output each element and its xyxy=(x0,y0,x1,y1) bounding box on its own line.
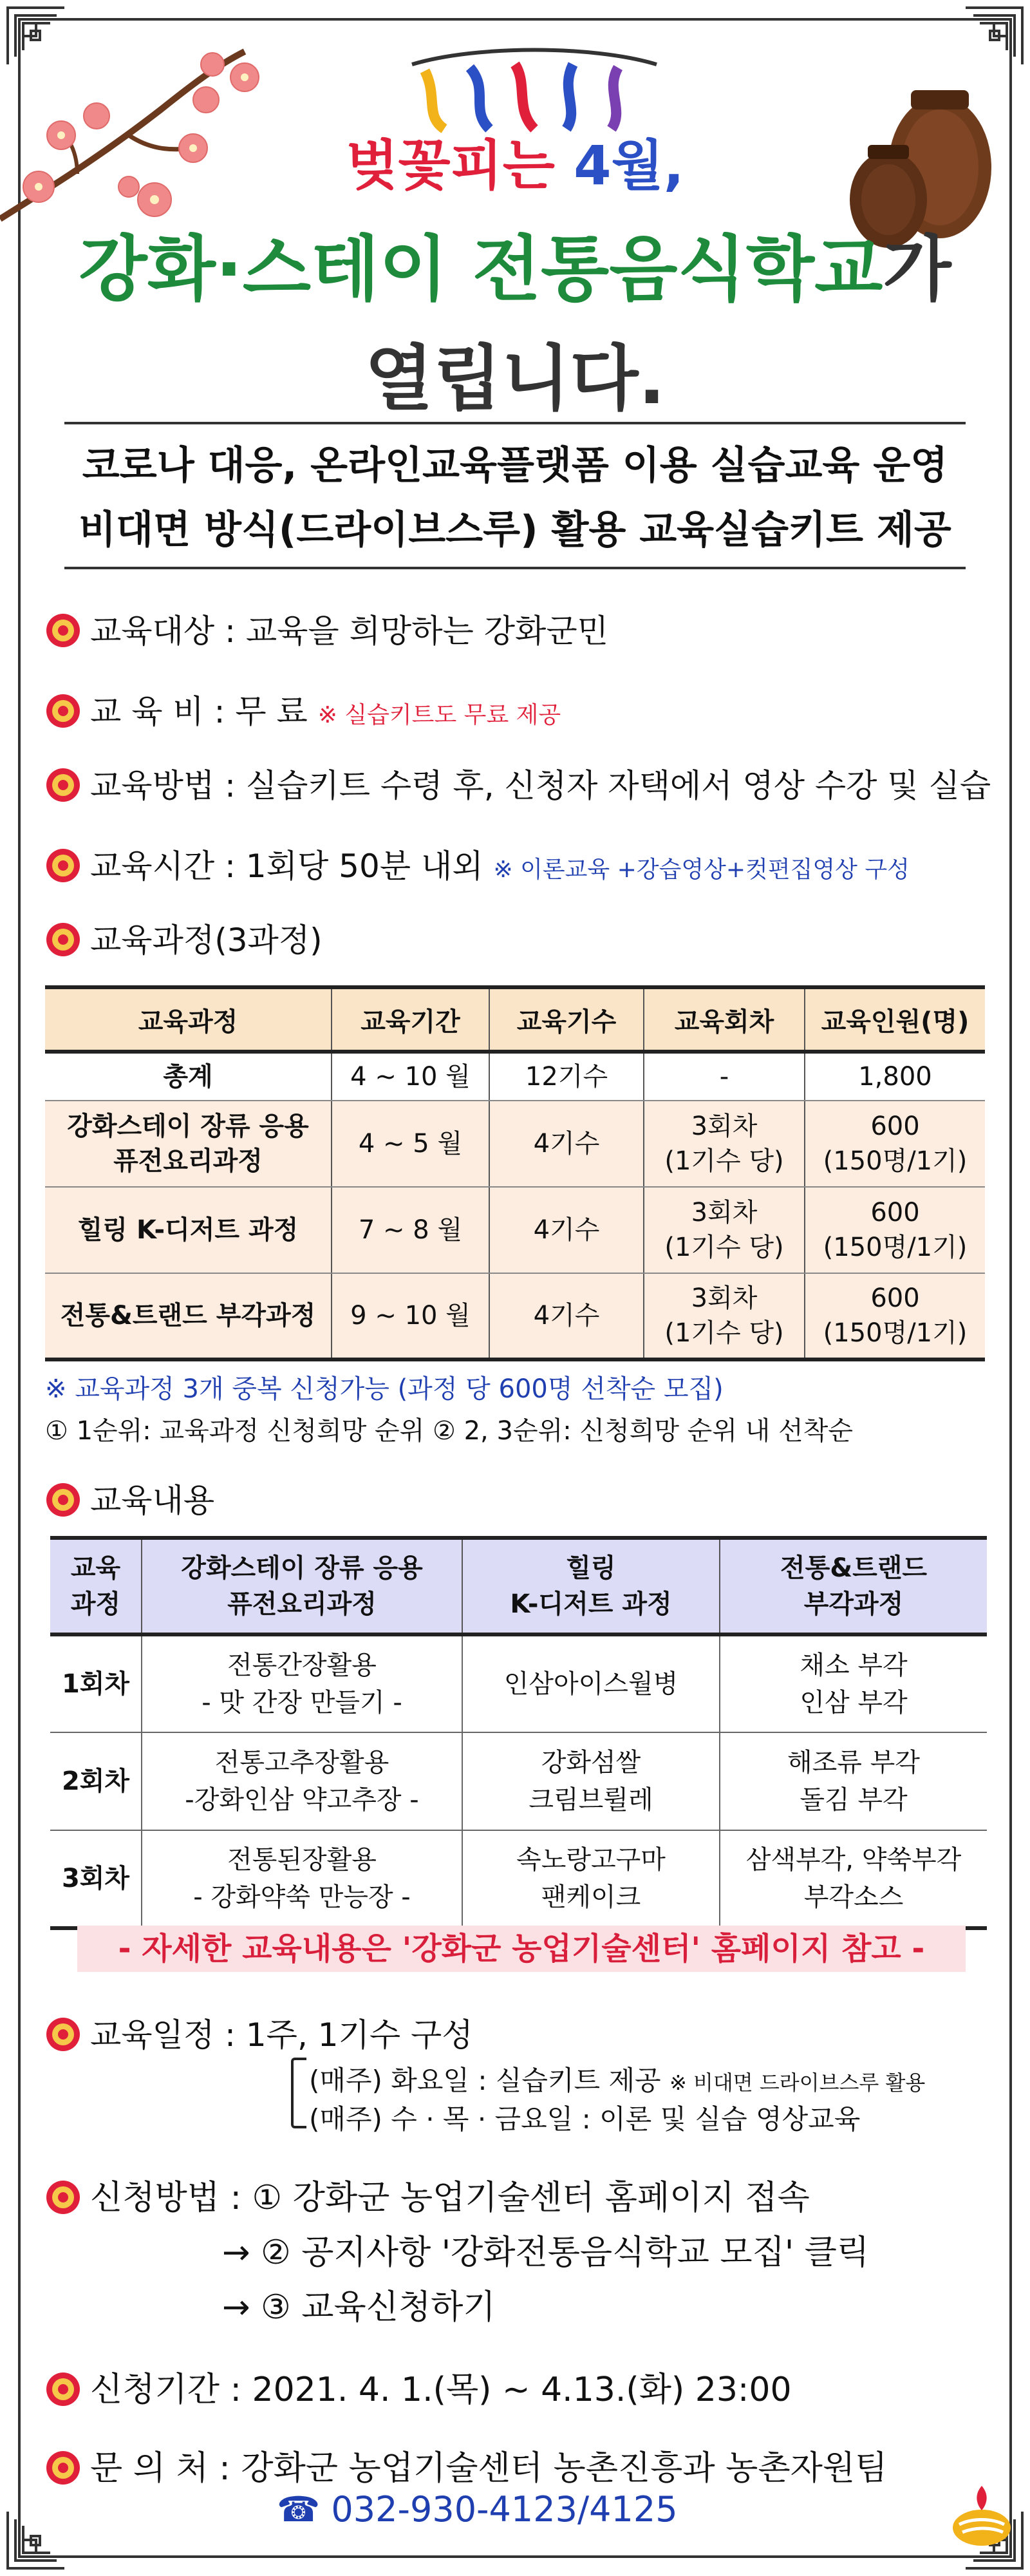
table-cell xyxy=(462,1830,720,1928)
cell-line: 강화스테이 장류 응용 xyxy=(181,1553,423,1583)
cell-line: (150명/1기) xyxy=(823,1318,968,1348)
cell-line: 3회차 xyxy=(691,1112,758,1141)
schedule-line-1 xyxy=(309,2060,925,2098)
table-cell: - xyxy=(644,1052,805,1101)
headline-blue-text: 4월, xyxy=(574,134,684,197)
table-cell xyxy=(45,1273,332,1359)
reference-banner: - 자세한 교육내용은 '강화군 농업기술센터' 홈페이지 참고 - xyxy=(77,1926,966,1972)
course-note-2: ① 1순위: 교육과정 신청희망 순위 ② 2, 3순위: 신청희망 순위 내 선착순 xyxy=(45,1416,853,1446)
flower-bullet-icon xyxy=(45,767,81,803)
headline-line3: 열립니다. xyxy=(364,337,666,420)
divider xyxy=(64,567,966,569)
table-cell: 12기수 xyxy=(489,1052,644,1101)
course-table-header xyxy=(45,987,985,1052)
info-fee-text: 교 육 비 : 무 료 xyxy=(90,693,308,730)
table-cell: 4 ~ 5 월 xyxy=(332,1101,489,1187)
schedule-heading-text: 교육일정 : 1주, 1기수 구성 xyxy=(90,2016,473,2054)
cell-line: (1기수 당) xyxy=(664,1233,784,1262)
content-table-header xyxy=(50,1538,987,1634)
info-courses-heading xyxy=(45,914,323,961)
info-method xyxy=(45,760,991,806)
content-table-header-cell xyxy=(50,1538,142,1634)
flower-bullet-icon xyxy=(45,693,81,729)
cell-line: 600 xyxy=(870,1283,920,1313)
content-table-header-cell xyxy=(142,1538,462,1634)
course-table xyxy=(45,985,985,1361)
cell-line: 강화섬쌀 xyxy=(541,1748,641,1777)
schedule-line-1-note: ※ 비대면 드라이브스루 활용 xyxy=(669,2070,926,2095)
cell-line: 돌김 부각 xyxy=(800,1785,908,1815)
cell-line: 과정 xyxy=(70,1589,121,1619)
table-cell xyxy=(720,1732,987,1830)
table-cell xyxy=(805,1187,985,1273)
table-row xyxy=(45,1187,985,1273)
flower-bullet-icon xyxy=(45,1482,81,1518)
cell-line: (1기수 당) xyxy=(664,1318,784,1348)
cell-line: 퓨전요리과정 xyxy=(227,1589,377,1619)
info-target xyxy=(45,605,608,652)
cell-line: 속노랑고구마 xyxy=(516,1845,666,1875)
table-cell: 2회차 xyxy=(50,1732,142,1830)
cell-line: 전통&트랜드 xyxy=(780,1553,928,1583)
table-cell xyxy=(805,1273,985,1359)
course-table-header-cell: 교육인원(명) xyxy=(805,987,985,1052)
content-heading-text: 교육내용 xyxy=(90,1482,215,1519)
headline-line1 xyxy=(0,122,1030,200)
cell-line: 강화스테이 장류 응용 xyxy=(67,1112,309,1141)
course-note-1: ※ 교육과정 3개 중복 신청가능 (과정 당 600명 선착순 모집) xyxy=(45,1374,724,1404)
contact xyxy=(45,2441,887,2489)
cell-line: 부각과정 xyxy=(803,1589,904,1619)
table-row xyxy=(50,1830,987,1928)
table-cell xyxy=(142,1634,462,1732)
cell-line: K-디저트 과정 xyxy=(510,1589,672,1619)
table-row xyxy=(45,1052,985,1101)
corner-ornament-icon xyxy=(5,2509,67,2571)
cell-line: 전통고추장활용 xyxy=(214,1748,389,1777)
schedule-line-2: (매주) 수 · 목 · 금요일 : 이론 및 실습 영상교육 xyxy=(309,2103,861,2135)
apply-period-text: 신청기간 : 2021. 4. 1.(목) ~ 4.13.(화) 23:00 xyxy=(90,2371,792,2409)
table-cell: 4기수 xyxy=(489,1101,644,1187)
info-fee-note: ※ 실습키트도 무료 제공 xyxy=(317,702,561,728)
table-row xyxy=(50,1634,987,1732)
cell-line: 힐링 K-디저트 과정 xyxy=(77,1215,299,1245)
table-cell xyxy=(805,1101,985,1187)
flower-bullet-icon xyxy=(45,922,81,958)
table-row xyxy=(50,1732,987,1830)
cell-line: (150명/1기) xyxy=(823,1146,968,1176)
schedule-heading xyxy=(45,2009,473,2056)
cell-line: 해조류 부각 xyxy=(787,1748,920,1777)
table-row xyxy=(45,1101,985,1187)
headline-red-text: 벚꽃피는 xyxy=(346,134,574,197)
table-cell: 1회차 xyxy=(50,1634,142,1732)
flower-bullet-icon xyxy=(45,2371,81,2407)
cell-line: 전통&트랜드 부각과정 xyxy=(60,1301,316,1331)
table-cell: 4기수 xyxy=(489,1187,644,1273)
flower-bullet-icon xyxy=(45,2179,81,2215)
table-cell xyxy=(644,1273,805,1359)
cell-line: 크림브륄레 xyxy=(529,1785,653,1815)
content-table-header-cell xyxy=(720,1538,987,1634)
cell-line: 삼색부각, 약쑥부각 xyxy=(745,1845,962,1875)
headline-dark-text: 가 xyxy=(883,228,951,310)
cell-line: 채소 부각 xyxy=(800,1651,908,1680)
schedule-line-1-text: (매주) 화요일 : 실습키트 제공 xyxy=(309,2065,661,2096)
info-target-text: 교육대상 : 교육을 희망하는 강화군민 xyxy=(90,612,608,650)
cell-line: 퓨전요리과정 xyxy=(113,1146,263,1176)
table-cell: 4기수 xyxy=(489,1273,644,1359)
cell-line: (150명/1기) xyxy=(823,1233,968,1262)
cell-line: 3회차 xyxy=(691,1283,758,1313)
content-table-header-cell xyxy=(462,1538,720,1634)
cell-line: -강화인삼 약고추장 - xyxy=(185,1785,419,1815)
cell-line: - 맛 간장 만들기 - xyxy=(201,1688,402,1718)
cell-line: 전통간장활용 xyxy=(227,1651,377,1680)
apply-step-3: → ③ 교육신청하기 xyxy=(222,2288,496,2327)
cell-line: 인삼아이스월병 xyxy=(503,1669,679,1699)
table-cell xyxy=(644,1101,805,1187)
table-cell xyxy=(142,1732,462,1830)
subtitle-line1: 코로나 대응, 온라인교육플랫폼 이용 실습교육 운영 xyxy=(82,443,948,488)
info-method-text: 교육방법 : 실습키트 수령 후, 신청자 자택에서 영상 수강 및 실습 xyxy=(90,767,991,804)
table-cell xyxy=(720,1634,987,1732)
table-cell xyxy=(142,1830,462,1928)
info-courses-heading-text: 교육과정(3과정) xyxy=(90,922,323,959)
apply-heading xyxy=(45,2170,810,2219)
table-cell xyxy=(462,1634,720,1732)
flower-bullet-icon xyxy=(45,2016,81,2052)
info-fee xyxy=(45,686,561,732)
course-table-header-cell: 교육회차 xyxy=(644,987,805,1052)
apply-period xyxy=(45,2362,792,2410)
content-table xyxy=(50,1536,987,1930)
table-cell: 3회차 xyxy=(50,1830,142,1928)
flower-bullet-icon xyxy=(45,612,81,649)
headline-line2 xyxy=(0,213,1030,314)
table-cell xyxy=(644,1187,805,1273)
table-cell: 1,800 xyxy=(805,1052,985,1101)
info-time-note: ※ 이론교육 +강습영상+컷편집영상 구성 xyxy=(493,857,910,883)
agency-logo-icon xyxy=(946,2479,1017,2550)
course-table-header-cell: 교육과정 xyxy=(45,987,332,1052)
contact-phone: ☎ 032-930-4123/4125 xyxy=(277,2489,678,2530)
cell-line: (1기수 당) xyxy=(664,1146,784,1176)
cell-line: 교육 xyxy=(70,1553,121,1583)
divider xyxy=(64,422,966,424)
cell-line: 3회차 xyxy=(691,1198,758,1227)
info-time-text: 교육시간 : 1회당 50분 내외 xyxy=(90,848,483,885)
cell-line: 600 xyxy=(870,1198,920,1227)
corner-ornament-icon xyxy=(963,5,1025,67)
cell-line: 부각소스 xyxy=(803,1882,904,1912)
subtitle-line2: 비대면 방식(드라이브스루) 활용 교육실습키트 제공 xyxy=(79,507,951,553)
course-table-header-cell: 교육기간 xyxy=(332,987,489,1052)
table-cell xyxy=(462,1732,720,1830)
table-cell xyxy=(45,1101,332,1187)
traditional-ribbons-icon xyxy=(399,39,670,135)
schedule-bracket xyxy=(291,2058,306,2128)
content-heading xyxy=(45,1475,214,1521)
table-cell: 총계 xyxy=(45,1052,332,1101)
apply-heading-text: 신청방법 : ① 강화군 농업기술센터 홈페이지 접속 xyxy=(90,2179,810,2217)
table-cell: 9 ~ 10 월 xyxy=(332,1273,489,1359)
table-cell xyxy=(720,1830,987,1928)
table-cell: 4 ~ 10 월 xyxy=(332,1052,489,1101)
flower-bullet-icon xyxy=(45,2450,81,2486)
cell-line: 팬케이크 xyxy=(541,1882,641,1912)
info-time xyxy=(45,840,910,887)
cell-line: 전통된장활용 xyxy=(227,1845,377,1875)
cell-line: 600 xyxy=(870,1112,920,1141)
table-cell xyxy=(45,1187,332,1273)
cell-line: 인삼 부각 xyxy=(800,1688,908,1718)
table-row xyxy=(45,1273,985,1359)
cell-line: 힐링 xyxy=(566,1553,616,1583)
flower-bullet-icon xyxy=(45,848,81,884)
course-table-header-cell: 교육기수 xyxy=(489,987,644,1052)
cell-line: - 강화약쑥 만능장 - xyxy=(193,1882,411,1912)
contact-text: 문 의 처 : 강화군 농업기술센터 농촌진흥과 농촌자원팀 xyxy=(90,2449,888,2488)
table-cell: 7 ~ 8 월 xyxy=(332,1187,489,1273)
headline-green-text: 강화·스테이 전통음식학교 xyxy=(79,228,883,310)
apply-step-2: → ② 공지사항 '강화전통음식학교 모집' 클릭 xyxy=(222,2233,870,2272)
